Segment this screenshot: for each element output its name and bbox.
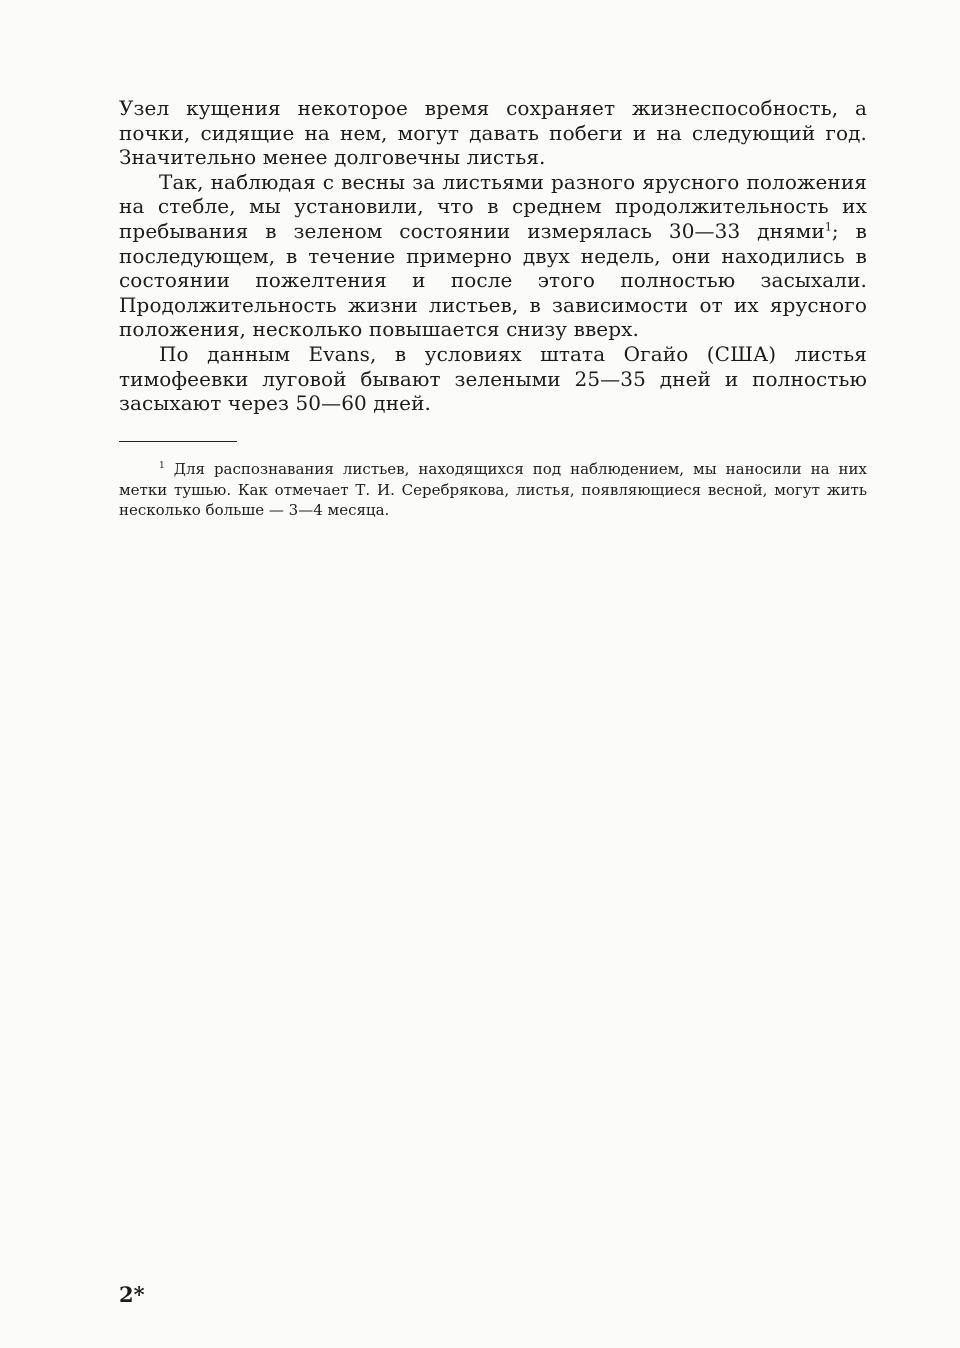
footnote-divider xyxy=(119,441,237,442)
paragraph-2 xyxy=(119,170,867,342)
signature-mark: 2* xyxy=(119,1282,145,1307)
paragraph-3: По данным Evans, в условиях штата Огайо (США) листья тимофеевки луговой бывают зелеными 25—35 дней и полностью засыхают через 50—60 дней. xyxy=(119,341,867,416)
footnote-marker: 1 xyxy=(159,461,165,471)
main-text xyxy=(119,96,867,416)
footnote xyxy=(119,459,867,521)
paragraph-2-part-1: Так, наблюдая с весны за листьями разного ярусного положения на стебле, мы установили, что в среднем продолжительность их пребывания в зеленом состоянии измерялась 30—33 днями xyxy=(119,169,867,243)
paragraph-1: Узел кущения некоторое время сохраняет жизнеспособность, а почки, сидящие на нем, могут давать побеги и на следующий год. Значительно менее долговечны листья. xyxy=(119,96,867,170)
paragraph-2-part-2: ; в последующем, в течение примерно двух недель, они находились в состоянии пожелтения и после этого полностью засыхали. Продолжительность жизни листьев, в зависимости от их ярусного положения, несколько повышается снизу вверх. xyxy=(119,218,867,342)
footnote-reference[interactable]: 1 xyxy=(824,220,832,234)
footnote-text: Для распознавания листьев, находящихся под наблюдением, мы наносили на них метки тушью. Как отмечает Т. И. Серебрякова, листья, появляющиеся весной, могут жить несколько больше — 3—4 месяца. xyxy=(119,460,867,519)
